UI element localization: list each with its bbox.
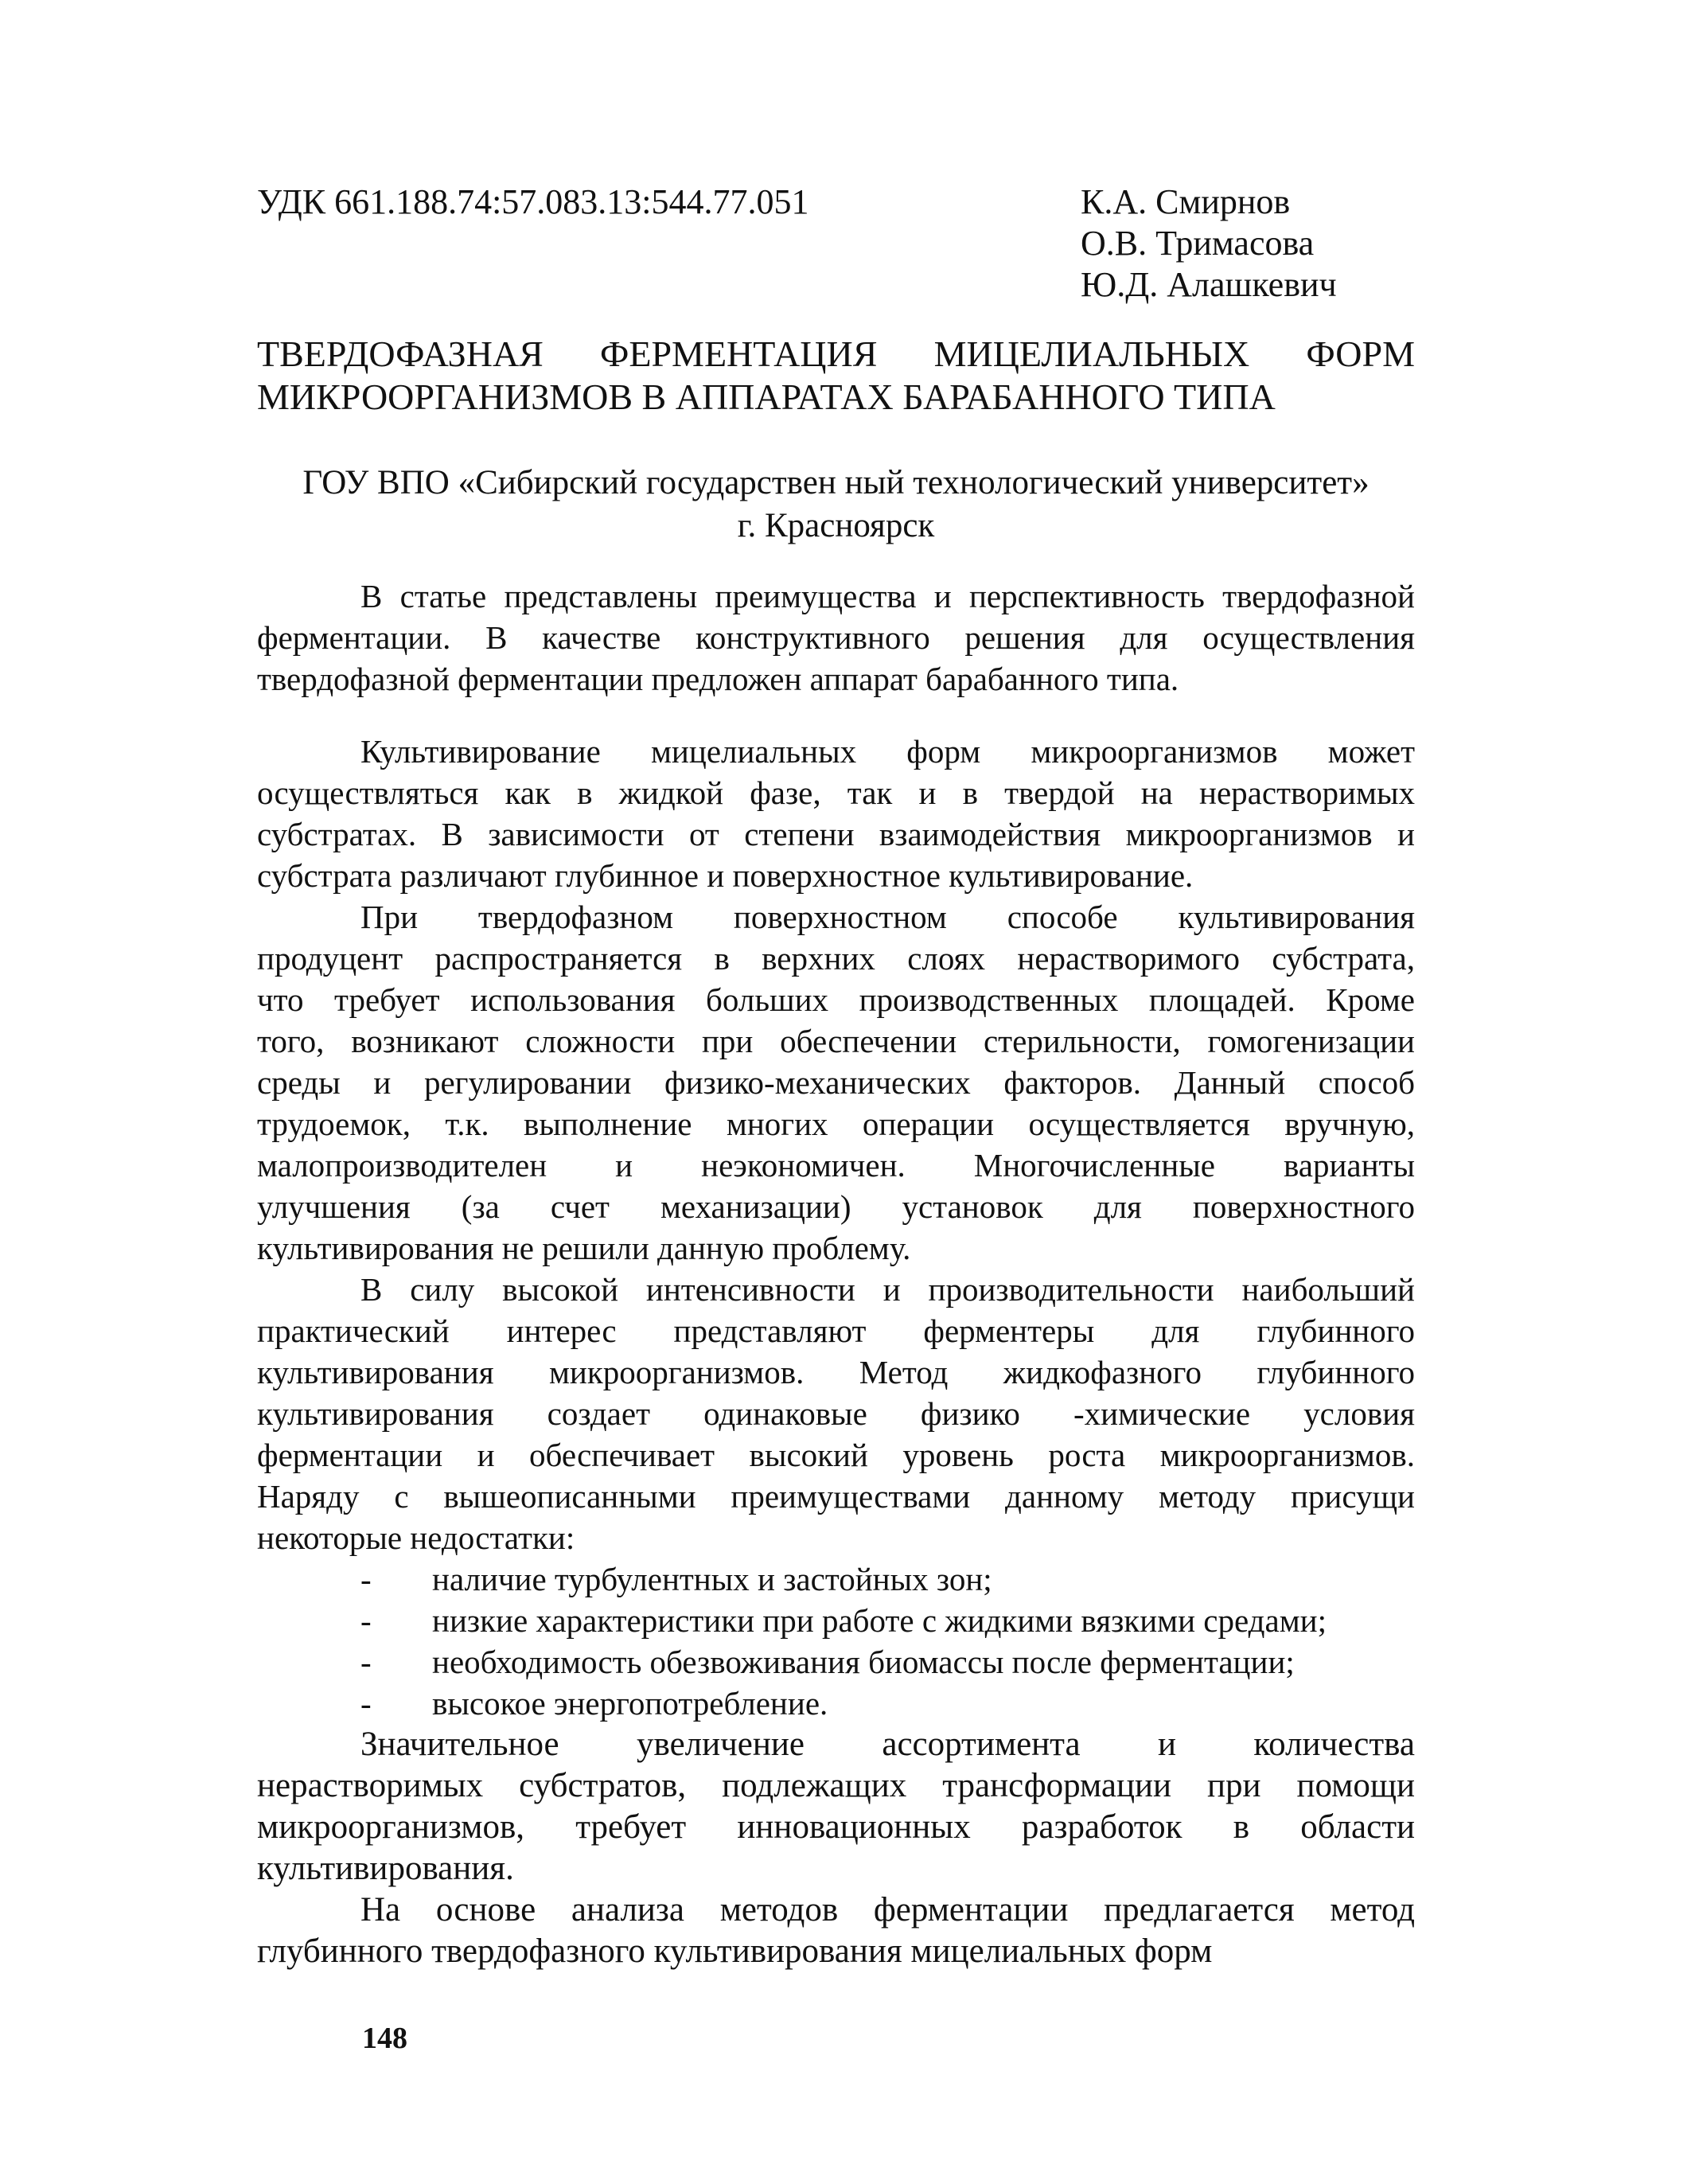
text-line: некоторые недостатки: (257, 1519, 575, 1556)
text-line: малопроизводителен и неэкономичен. Многочисленные варианты (257, 1147, 1415, 1184)
list-item (257, 1558, 1415, 1600)
text-line: Наряду с вышеописанными преимуществами данному методу присущи (257, 1478, 1415, 1515)
abstract-line: ферментации. В качестве конструктивного решения для осуществления (257, 619, 1415, 656)
list-dash: - (360, 1602, 372, 1639)
text-line: В силу высокой интенсивности и производительности наибольший (360, 1271, 1415, 1308)
page-number: 148 (362, 2022, 407, 2055)
body-text (257, 731, 1415, 1972)
list-item (257, 1641, 1415, 1683)
udk-code: УДК 661.188.74:57.083.13:544.77.051 (257, 182, 809, 221)
list-item-text: наличие турбулентных и застойных зон; (432, 1561, 992, 1597)
text-line: того, возникают сложности при обеспечении стерильности, гомогенизации (257, 1023, 1415, 1059)
author-list (1081, 181, 1337, 306)
text-line: культивирования. (257, 1850, 514, 1887)
paragraph (257, 731, 1415, 896)
text-line: нерастворимых субстратов, подлежащих трансформации при помощи (257, 1767, 1415, 1804)
paragraph (257, 1269, 1415, 1558)
text-line: Значительное увеличение ассортимента и количества (360, 1726, 1415, 1763)
abstract-line: В статье представлены преимущества и перспективность твердофазной (360, 578, 1415, 614)
author-name: Ю.Д. Алашкевич (1081, 265, 1337, 304)
affiliation (257, 462, 1415, 548)
abstract-line: твердофазной ферментации предложен аппарат барабанного типа. (257, 661, 1179, 697)
paragraph (257, 1724, 1415, 1890)
text-line: культивирования создает одинаковые физико -химические условия (257, 1395, 1415, 1432)
affiliation-institution: ГОУ ВПО «Сибирский государствен ный технологический университет» (302, 464, 1370, 501)
list-item-text: необходимость обезвоживания биомассы после ферментации; (432, 1644, 1295, 1680)
text-line: среды и регулировании физико-механических факторов. Данный способ (257, 1064, 1415, 1101)
list-dash: - (360, 1685, 372, 1722)
text-line: культивирования микроорганизмов. Метод жидкофазного глубинного (257, 1354, 1415, 1390)
title-line: МИКРООРГАНИЗМОВ В АППАРАТАХ БАРАБАННОГО ТИПА (257, 376, 1276, 417)
abstract (257, 575, 1415, 700)
article-title (257, 333, 1415, 419)
list-item-text: низкие характеристики при работе с жидкими вязкими средами; (432, 1602, 1327, 1639)
text-line: субстратах. В зависимости от степени взаимодействия микроорганизмов и (257, 816, 1415, 852)
affiliation-city: г. Красноярск (737, 507, 935, 544)
list-item (257, 1600, 1415, 1641)
paragraph (257, 896, 1415, 1269)
list-item (257, 1683, 1415, 1724)
title-line: ТВЕРДОФАЗНАЯ ФЕРМЕНТАЦИЯ МИЦЕЛИАЛЬНЫХ ФОРМ (257, 333, 1415, 374)
paragraph (257, 1890, 1415, 1972)
text-line: ферментации и обеспечивает высокий уровень роста микроорганизмов. (257, 1437, 1415, 1473)
text-line: трудоемок, т.к. выполнение многих операции осуществляется вручную, (257, 1106, 1415, 1142)
bullet-list (257, 1558, 1415, 1724)
list-dash: - (360, 1561, 372, 1597)
text-line: глубинного твердофазного культивирования мицелиальных форм (257, 1932, 1213, 1970)
text-line: На основе анализа методов ферментации предлагается метод (360, 1891, 1415, 1929)
text-line: продуцент распространяется в верхних слоях нерастворимого субстрата, (257, 940, 1415, 977)
text-line: что требует использования больших производственных площадей. Кроме (257, 981, 1415, 1018)
list-item-text: высокое энергопотребление. (432, 1685, 828, 1722)
text-line: культивирования не решили данную проблему. (257, 1230, 911, 1266)
text-line: микроорганизмов, требует инновационных разработок в области (257, 1808, 1415, 1846)
text-line: осуществляться как в жидкой фазе, так и в твердой на нерастворимых (257, 774, 1415, 811)
text-line: субстрата различают глубинное и поверхностное культивирование. (257, 857, 1194, 894)
text-line: При твердофазном поверхностном способе культивирования (360, 899, 1415, 935)
list-dash: - (360, 1644, 372, 1680)
text-line: практический интерес представляют ферментеры для глубинного (257, 1312, 1415, 1349)
author-name: К.А. Смирнов (1081, 182, 1291, 221)
text-line: улучшения (за счет механизации) установок для поверхностного (257, 1188, 1415, 1225)
author-name: О.В. Тримасова (1081, 224, 1315, 263)
text-line: Культивирование мицелиальных форм микроорганизмов может (360, 733, 1415, 770)
